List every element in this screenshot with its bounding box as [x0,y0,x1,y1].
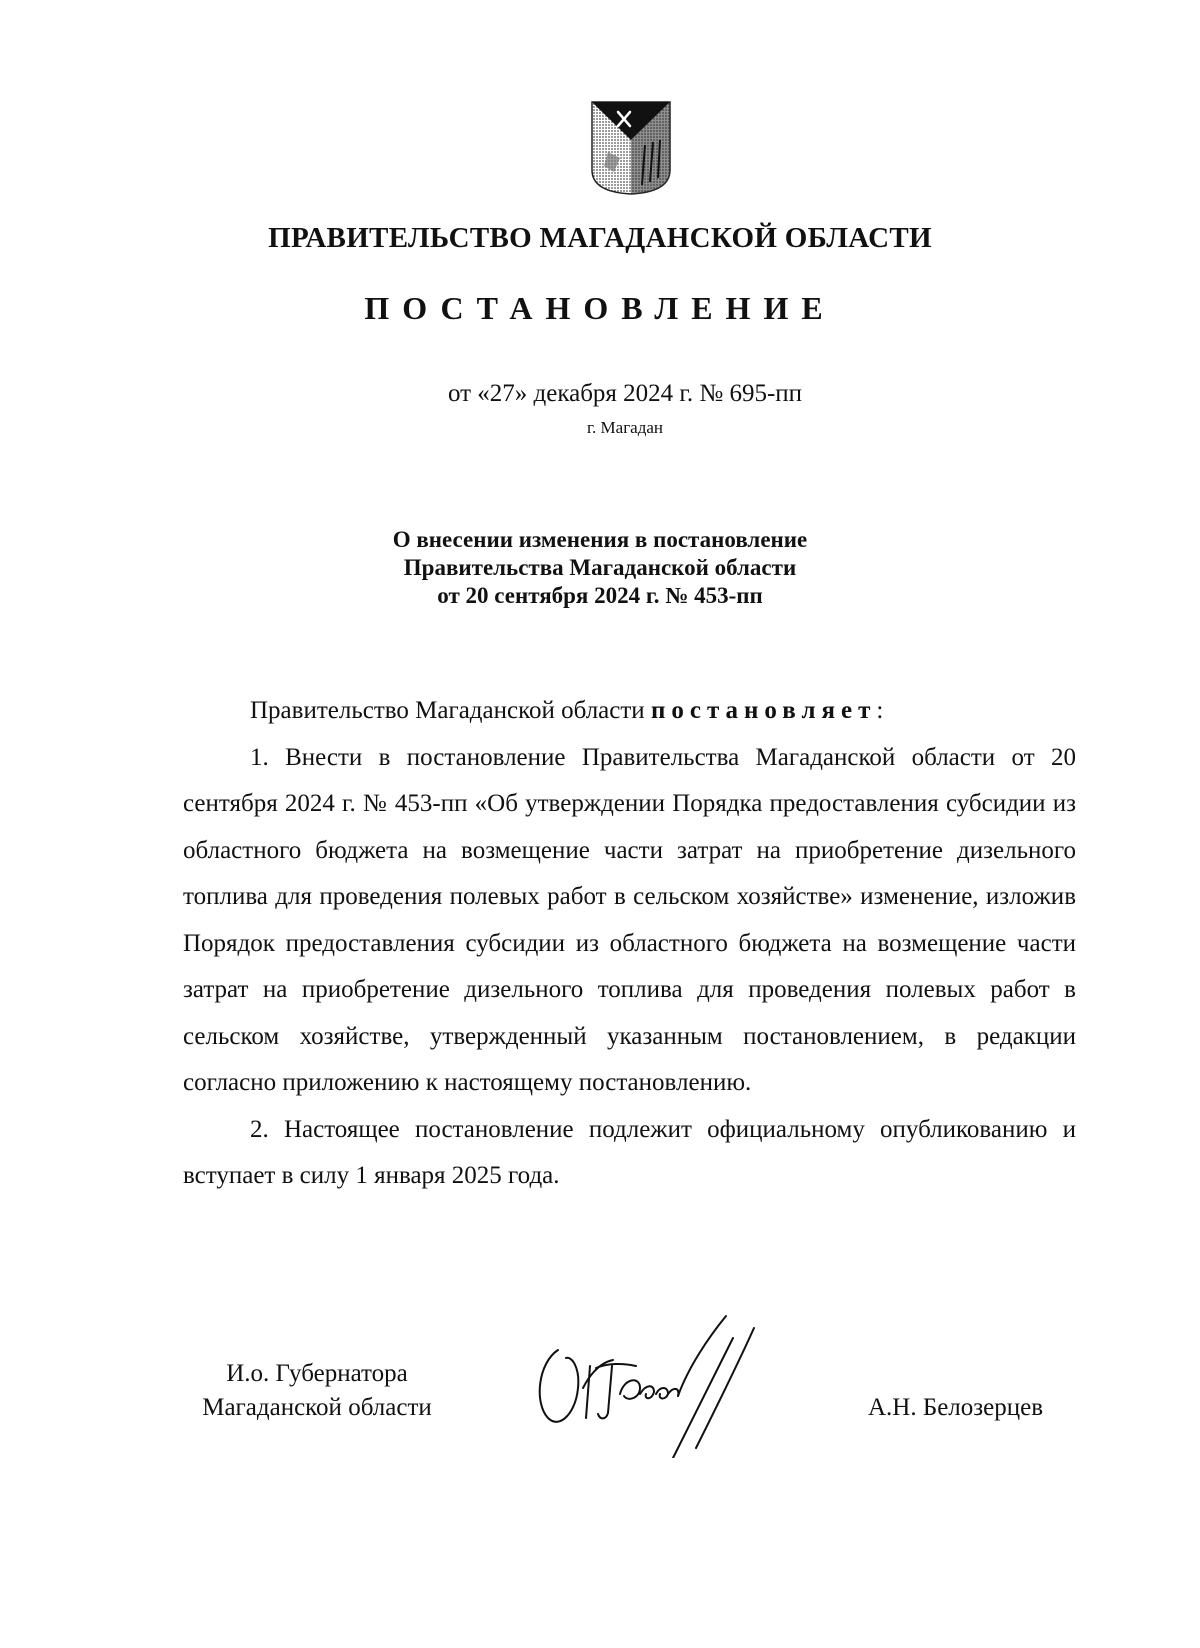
city-label: г. Магадан [586,418,664,437]
resolution-item-2: 2. Настоящее постановление подлежит официальному опубликованию и вступает в силу 1 января 2025 года. [183,1115,1076,1189]
intro-suffix: : [876,697,884,724]
signatory-name: А.Н. Белозерцев [868,1394,1044,1421]
subject-line: О внесении изменения в постановление [392,527,808,552]
date-and-number: от «27» декабря 2024 г. № 695-пп [447,380,803,407]
document-body [183,688,1076,1200]
subject-line: Правительства Магаданской области [403,555,797,580]
document-subject [0,526,1200,610]
position-line: И.о. Губернатора [226,1360,408,1387]
subject-line: от 20 сентября 2024 г. № 453-пп [437,583,763,608]
coat-of-arms-icon [590,100,672,196]
document-type-title: ПОСТАНОВЛЕНИЕ [364,290,836,326]
handwritten-signature [528,1308,788,1458]
organization-title: ПРАВИТЕЛЬСТВО МАГАДАНСКОЙ ОБЛАСТИ [268,222,932,254]
signatory-position [182,1357,452,1425]
intro-verb: постановляет [650,697,877,724]
resolution-intro [183,688,1076,735]
resolution-item-1: 1. Внести в постановление Правительства Магаданской области от 20 сентября 2024 г. № 453-пп «Об утверждении Порядка предоставления субсидии из областного бюджета на возмещение части затрат на приобретение дизельного топлива для проведения полевых работ в сельском хозяйстве» изменение, изложив Порядок предоставления субсидии из областного бюджета на возмещение части затрат на приобретение дизельного топлива для проведения полевых работ в сельском хозяйстве, утвержденный указанным постановлением, в редакции согласно приложению к настоящему постановлению. [183,743,1076,1096]
position-line: Магаданской области [202,1394,432,1421]
intro-prefix: Правительство Магаданской области [250,697,645,724]
